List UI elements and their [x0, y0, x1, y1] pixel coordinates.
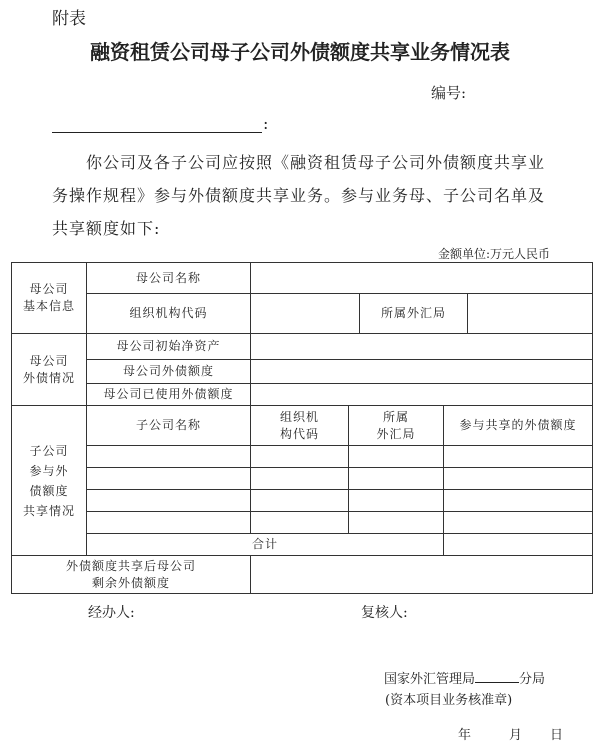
approval-seal-note: (资本项目业务核准章)	[385, 693, 513, 708]
bureau-suffix: 分局	[519, 672, 546, 687]
subsidiary-row	[12, 446, 593, 468]
used-quota-label: 母公司已使用外债额度	[87, 384, 251, 406]
debt-quota-table	[11, 262, 593, 594]
total-label: 合计	[87, 534, 444, 556]
subsidiary-branch-cell[interactable]	[349, 446, 444, 468]
parent-basic-group-cell: 母公司 基本信息	[12, 263, 87, 334]
subsidiary-name-cell[interactable]	[87, 468, 251, 490]
total-value[interactable]	[444, 534, 593, 556]
branch-label: 所属外汇局	[360, 294, 468, 334]
subsidiary-branch-header: 所属 外汇局	[349, 406, 444, 446]
bureau-signature	[384, 668, 545, 687]
serial-number-label: 编号:	[431, 84, 467, 102]
recipient-blank-line[interactable]	[52, 114, 262, 133]
unit-note: 金额单位:万元人民币	[437, 247, 550, 261]
debt-quota-value[interactable]	[251, 360, 593, 384]
subsidiary-share-cell[interactable]	[444, 512, 593, 534]
handler-label: 经办人:	[88, 605, 135, 621]
subsidiary-branch-cell[interactable]	[349, 490, 444, 512]
subsidiary-share-cell[interactable]	[444, 468, 593, 490]
debt-quota-label: 母公司外债额度	[87, 360, 251, 384]
parent-name-value[interactable]	[251, 263, 593, 294]
subsidiary-share-header: 参与共享的外债额度	[444, 406, 593, 446]
net-assets-value[interactable]	[251, 334, 593, 360]
recipient-colon: :	[263, 114, 269, 133]
date-day: 日	[550, 728, 564, 743]
subsidiary-share-cell[interactable]	[444, 446, 593, 468]
org-code-value[interactable]	[251, 294, 360, 334]
subsidiary-name-cell[interactable]	[87, 446, 251, 468]
date-month: 月	[509, 728, 523, 743]
subsidiary-org-code-cell[interactable]	[251, 468, 349, 490]
parent-name-label: 母公司名称	[87, 263, 251, 294]
subsidiary-row	[12, 512, 593, 534]
reviewer-label: 复核人:	[361, 605, 408, 621]
subsidiary-name-header: 子公司名称	[87, 406, 251, 446]
date-line	[458, 724, 563, 743]
subsidiary-org-code-header: 组织机 构代码	[251, 406, 349, 446]
subsidiary-group-cell: 子公司 参与外 债额度 共享情况	[12, 406, 87, 556]
subsidiary-row	[12, 468, 593, 490]
subsidiary-branch-cell[interactable]	[349, 512, 444, 534]
remaining-quota-label: 外债额度共享后母公司 剩余外债额度	[12, 556, 251, 594]
subsidiary-org-code-cell[interactable]	[251, 512, 349, 534]
subsidiary-name-cell[interactable]	[87, 512, 251, 534]
subsidiary-org-code-cell[interactable]	[251, 490, 349, 512]
subsidiary-name-cell[interactable]	[87, 490, 251, 512]
date-year: 年	[458, 728, 472, 743]
form-title: 融资租赁公司母子公司外债额度共享业务情况表	[90, 40, 510, 64]
subsidiary-share-cell[interactable]	[444, 490, 593, 512]
bureau-prefix: 国家外汇管理局	[384, 672, 476, 687]
used-quota-value[interactable]	[251, 384, 593, 406]
subsidiary-branch-cell[interactable]	[349, 468, 444, 490]
bureau-name-blank[interactable]	[475, 670, 519, 683]
intro-paragraph: 你公司及各子公司应按照《融资租赁母子公司外债额度共享业务操作规程》参与外债额度共享业务。参与业务母、子公司名单及共享额度如下:	[52, 153, 546, 238]
branch-value[interactable]	[468, 294, 593, 334]
org-code-label: 组织机构代码	[87, 294, 251, 334]
net-assets-label: 母公司初始净资产	[87, 334, 251, 360]
subsidiary-org-code-cell[interactable]	[251, 446, 349, 468]
parent-debt-group-cell: 母公司 外债情况	[12, 334, 87, 406]
attachment-label: 附表	[52, 9, 86, 29]
subsidiary-row	[12, 490, 593, 512]
remaining-quota-value[interactable]	[251, 556, 593, 594]
